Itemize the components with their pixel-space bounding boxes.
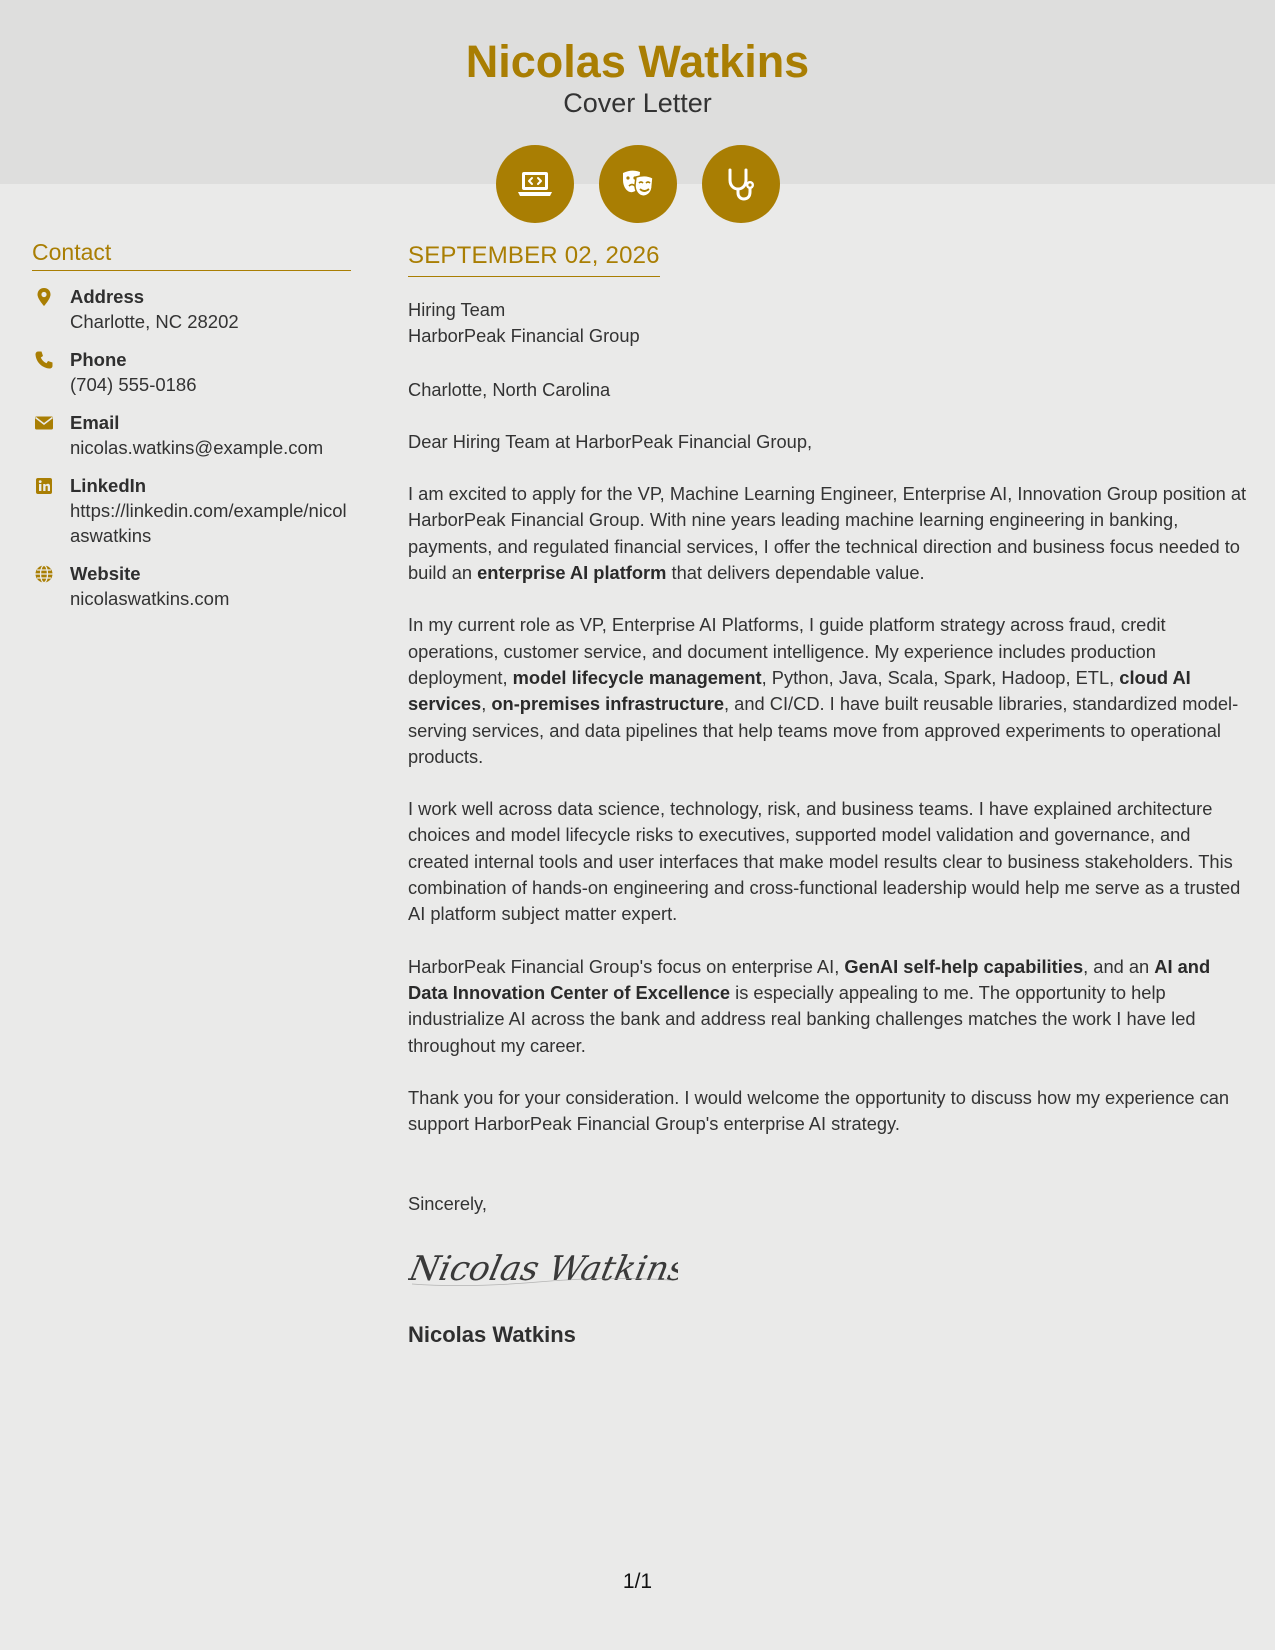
contact-label: Website <box>70 563 141 584</box>
candidate-name: Nicolas Watkins <box>465 36 810 87</box>
paragraph-text: In my current role as VP, Enterprise AI Platforms, I guide platform strategy across fraud, credit operations, customer service, and document intelligence. My experience includes production deployment, <box>408 614 1166 688</box>
contact-label: Address <box>70 286 145 307</box>
globe-icon <box>34 564 54 584</box>
signoff: Sincerely, <box>408 1193 487 1215</box>
letter-paragraph <box>408 1085 1248 1138</box>
paragraph-text: , <box>481 693 492 715</box>
contact-linkedin <box>32 474 351 548</box>
stethoscope-icon-svg <box>721 164 761 204</box>
paragraph-text: , and an <box>1083 955 1155 977</box>
emphasis-text: on-premises infrastructure <box>491 693 725 715</box>
badge-row <box>496 145 780 223</box>
contact-label: Phone <box>70 349 127 370</box>
signed-name: Nicolas Watkins <box>408 1321 576 1347</box>
theater-masks-icon-svg <box>618 164 658 204</box>
letter-body <box>408 236 1248 1348</box>
paragraph-text: that delivers dependable value. <box>666 562 925 584</box>
contact-value: nicolas.watkins@example.com <box>70 437 324 458</box>
emphasis-text: GenAI self-help capabilities <box>844 955 1084 977</box>
paragraph-text: , and CI/CD. I have built reusable libraries, standardized model-serving services, and data pipelines that help teams move from approved experiments to operational products. <box>408 693 1239 767</box>
phone-icon <box>34 350 54 370</box>
contact-value: Charlotte, NC 28202 <box>70 311 239 332</box>
linkedin-icon <box>34 476 54 496</box>
theater-masks-icon <box>599 145 677 223</box>
signature-text: Nicolas Watkins <box>408 1249 678 1289</box>
recipient-company: HarborPeak Financial Group <box>408 325 640 347</box>
laptop-code-icon <box>496 145 574 223</box>
paragraph-text: Thank you for your consideration. I would welcome the opportunity to discuss how my experience can support HarborPeak Financial Group's enterprise AI strategy. <box>408 1086 1230 1135</box>
website-link[interactable]: nicolaswatkins.com <box>70 588 230 609</box>
contact-section-title: Contact <box>32 236 351 271</box>
page-number: 1/1 <box>622 1570 653 1593</box>
contact-phone <box>32 348 351 397</box>
emphasis-text: cloud AI services <box>408 666 1191 715</box>
paragraph-text: I work well across data science, technology, risk, and business teams. I have explained architecture choices and model lifecycle risks to executives, supported model validation and governance, and created internal tools and user interfaces that make model results clear to business stakeholders. This combination of hands-on engineering and cross-functional leadership would help me serve as a trusted AI platform subject matter expert. <box>408 798 1241 925</box>
paragraph-text: I am excited to apply for the VP, Machine Learning Engineer, Enterprise AI, Innovation Group position at HarborPeak Financial Group. With nine years leading machine learning engineering in banking, payments, and regulated financial services, I offer the technical direction and business focus needed to build an <box>408 483 1247 584</box>
letter-paragraph <box>408 796 1248 927</box>
stethoscope-icon <box>702 145 780 223</box>
emphasis-text: enterprise AI platform <box>477 562 667 584</box>
paragraph-text: HarborPeak Financial Group's focus on enterprise AI, <box>408 955 845 977</box>
emphasis-text: AI and Data Innovation Center of Excellence <box>408 955 1211 1003</box>
envelope-icon <box>34 413 54 433</box>
letter-paragraph <box>408 954 1248 1059</box>
emphasis-text: model lifecycle management <box>512 666 762 688</box>
contact-sidebar <box>32 236 351 611</box>
salutation: Dear Hiring Team at HarborPeak Financial Group, <box>408 430 813 452</box>
recipient-name: Hiring Team <box>408 299 506 320</box>
document-subtitle: Cover Letter <box>563 88 712 118</box>
recipient-location: Charlotte, North Carolina <box>408 378 611 400</box>
letter-date: SEPTEMBER 02, 2026 <box>408 236 660 277</box>
paragraph-text: , Python, Java, Scala, Spark, Hadoop, ETL, <box>761 666 1120 688</box>
letter-paragraph <box>408 481 1248 586</box>
letter-paragraphs <box>408 481 1248 1137</box>
contact-label: LinkedIn <box>70 475 147 496</box>
location-pin-icon <box>34 287 54 307</box>
contact-address <box>32 285 351 334</box>
letter-paragraph <box>408 612 1248 770</box>
laptop-code-icon-svg <box>515 164 555 204</box>
contact-label: Email <box>70 412 120 433</box>
signature-image <box>408 1240 678 1300</box>
paragraph-text: is especially appealing to me. The opportunity to help industrialize AI across the bank and address real banking challenges matches the work I have led throughout my career. <box>408 981 1196 1056</box>
contact-value: (704) 555-0186 <box>70 374 197 395</box>
contact-website <box>32 562 351 611</box>
contact-email <box>32 411 351 460</box>
handwritten-signature <box>408 1240 1248 1300</box>
linkedin-link[interactable]: https://linkedin.com/example/nicolaswatkins <box>70 500 347 546</box>
